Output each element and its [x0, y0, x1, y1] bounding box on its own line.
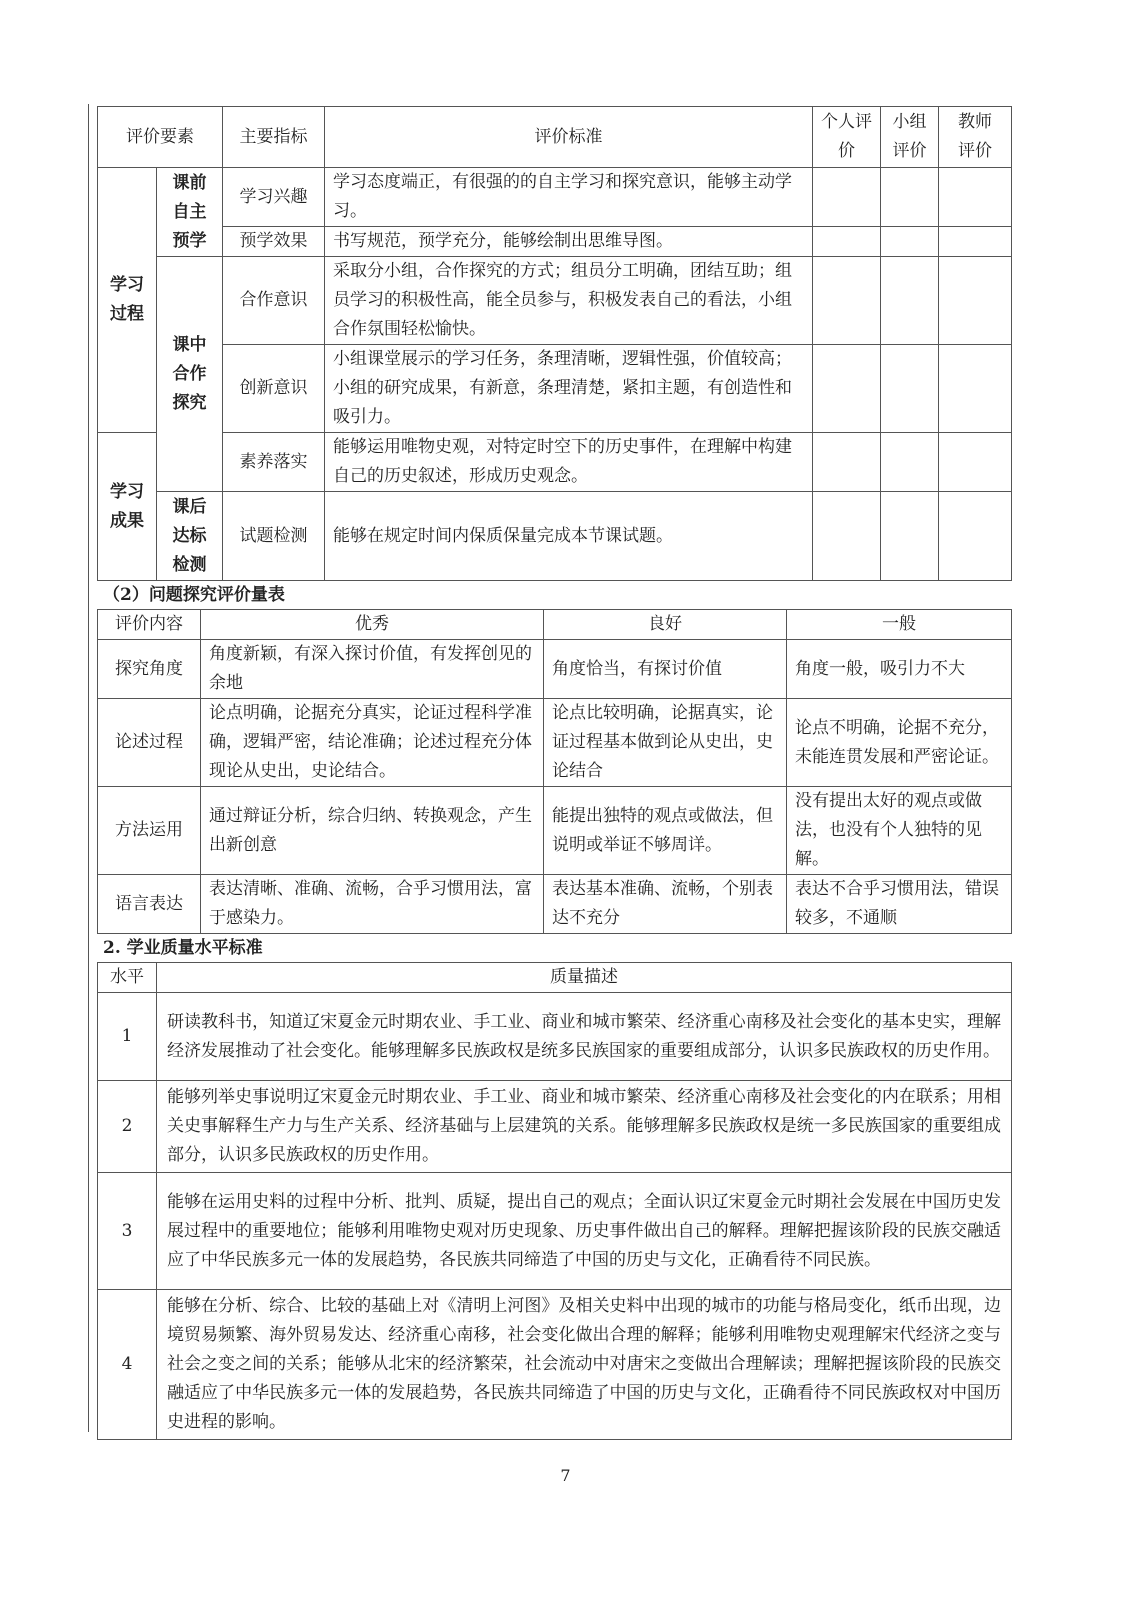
group-eval-cell[interactable] — [881, 168, 939, 227]
description: 能够在分析、综合、比较的基础上对《清明上河图》及相关史料中出现的城市的功能与格局变化，纸币出现，边境贸易频繁、海外贸易发达、经济重心南移，社会变化做出合理的解释；能够利用唯物史观理解宋代经济之变与社会之变之间的关系；能够从北宋的经济繁荣，社会流动中对唐宋之变做出合理解读；理解把握该阶段的民族交融适应了中华民族多元一体的发展趋势，各民族共同缔造了中国的历史与文化，正确看待不同民族政权对中国历史进程的影响。 — [157, 1290, 1012, 1440]
level: 1 — [98, 993, 157, 1081]
good-cell: 能提出独特的观点或做法，但说明或举证不够周详。 — [544, 787, 787, 875]
group-eval-cell[interactable] — [881, 227, 939, 257]
table-row — [98, 787, 1012, 875]
standard: 小组课堂展示的学习任务，条理清晰，逻辑性强，价值较高；小组的研究成果，有新意，条理清楚，紧扣主题，有创造性和吸引力。 — [325, 345, 813, 433]
group-eval-cell[interactable] — [881, 345, 939, 433]
standard: 能够在规定时间内保质保量完成本节课试题。 — [325, 492, 813, 581]
table-header-row — [98, 963, 1012, 993]
group-learning-process: 学习过程 — [98, 168, 157, 433]
table-row — [98, 257, 1012, 345]
header-description: 质量描述 — [157, 963, 1012, 993]
header-standard: 评价标准 — [325, 107, 813, 168]
table-row — [98, 875, 1012, 934]
group-eval-cell[interactable] — [881, 492, 939, 581]
group-eval-cell[interactable] — [881, 433, 939, 492]
teacher-eval-cell[interactable] — [939, 168, 1012, 227]
excellent-cell: 通过辩证分析，综合归纳、转换观念，产生出新创意 — [201, 787, 544, 875]
inquiry-evaluation-table — [97, 609, 1012, 934]
standard: 能够运用唯物史观，对特定时空下的历史事件，在理解中构建自己的历史叙述，形成历史观念。 — [325, 433, 813, 492]
header-content: 评价内容 — [98, 610, 201, 640]
header-level: 水平 — [98, 963, 157, 993]
table-row — [98, 168, 1012, 227]
group-eval-cell[interactable] — [881, 257, 939, 345]
standard: 书写规范，预学充分，能够绘制出思维导图。 — [325, 227, 813, 257]
teacher-eval-cell[interactable] — [939, 227, 1012, 257]
header-excellent: 优秀 — [201, 610, 544, 640]
good-cell: 表达基本准确、流畅，个别表达不充分 — [544, 875, 787, 934]
teacher-eval-cell[interactable] — [939, 492, 1012, 581]
table-row — [98, 699, 1012, 787]
table-row — [98, 1290, 1012, 1440]
description: 能够在运用史料的过程中分析、批判、质疑，提出自己的观点；全面认识辽宋夏金元时期社会发展在中国历史发展过程中的重要地位；能够利用唯物史观对历史现象、历史事件做出自己的解释。理解把握该阶段的民族交融适应了中华民族多元一体的发展趋势，各民族共同缔造了中国的历史与文化，正确看待不同民族。 — [157, 1173, 1012, 1290]
table-row — [98, 492, 1012, 581]
table-row — [98, 433, 1012, 492]
table-row — [98, 640, 1012, 699]
header-fair: 一般 — [787, 610, 1012, 640]
document-page — [97, 106, 1011, 1440]
excellent-cell: 论点明确，论据充分真实，论证过程科学准确，逻辑严密，结论准确；论述过程充分体现论从史出，史论结合。 — [201, 699, 544, 787]
quality-level-table — [97, 962, 1012, 1440]
level: 4 — [98, 1290, 157, 1440]
table-header-row — [98, 610, 1012, 640]
section-title-inquiry: （2）问题探究评价量表 — [103, 585, 285, 605]
table-row — [98, 345, 1012, 433]
group-pre-class: 课前自主预学 — [157, 168, 223, 257]
fair-cell: 没有提出太好的观点或做法，也没有个人独特的见解。 — [787, 787, 1012, 875]
fair-cell: 论点不明确，论据不充分，未能连贯发展和严密论证。 — [787, 699, 1012, 787]
indicator: 创新意识 — [223, 345, 325, 433]
header-element: 评价要素 — [98, 107, 223, 168]
table-header-row — [98, 107, 1012, 168]
description: 能够列举史事说明辽宋夏金元时期农业、手工业、商业和城市繁荣、经济重心南移及社会变化的内在联系；用相关史事解释生产力与生产关系、经济基础与上层建筑的关系。能够理解多民族政权是统一多民族国家的重要组成部分，认识多民族政权的历史作用。 — [157, 1081, 1012, 1173]
item: 论述过程 — [98, 699, 201, 787]
group-in-class: 课中合作探究 — [157, 257, 223, 492]
table-row — [98, 227, 1012, 257]
self-eval-cell[interactable] — [813, 257, 881, 345]
self-eval-cell[interactable] — [813, 168, 881, 227]
self-eval-cell[interactable] — [813, 227, 881, 257]
fair-cell: 表达不合乎习惯用法，错误较多，不通顺 — [787, 875, 1012, 934]
header-group-eval: 小组评价 — [881, 107, 939, 168]
header-indicator: 主要指标 — [223, 107, 325, 168]
description: 研读教科书，知道辽宋夏金元时期农业、手工业、商业和城市繁荣、经济重心南移及社会变化的基本史实，理解经济发展推动了社会变化。能够理解多民族政权是统多民族国家的重要组成部分，认识多民族政权的历史作用。 — [157, 993, 1012, 1081]
self-eval-cell[interactable] — [813, 433, 881, 492]
good-cell: 角度恰当，有探讨价值 — [544, 640, 787, 699]
header-self-eval: 个人评价 — [813, 107, 881, 168]
page-number: 7 — [560, 1466, 571, 1485]
good-cell: 论点比较明确，论据真实，论证过程基本做到论从史出，史论结合 — [544, 699, 787, 787]
item: 探究角度 — [98, 640, 201, 699]
indicator: 试题检测 — [223, 492, 325, 581]
learning-evaluation-table — [97, 106, 1012, 581]
level: 2 — [98, 1081, 157, 1173]
table-row — [98, 1173, 1012, 1290]
level: 3 — [98, 1173, 157, 1290]
table-row — [98, 1081, 1012, 1173]
indicator: 预学效果 — [223, 227, 325, 257]
group-learning-outcome: 学习成果 — [98, 433, 157, 581]
teacher-eval-cell[interactable] — [939, 433, 1012, 492]
excellent-cell: 角度新颖，有深入探讨价值，有发挥创见的余地 — [201, 640, 544, 699]
section-title-quality: 2. 学业质量水平标准 — [103, 938, 263, 958]
standard: 学习态度端正，有很强的的自主学习和探究意识，能够主动学习。 — [325, 168, 813, 227]
standard: 采取分小组，合作探究的方式；组员分工明确，团结互助；组员学习的积极性高，能全员参与，积极发表自己的看法，小组合作氛围轻松愉快。 — [325, 257, 813, 345]
header-good: 良好 — [544, 610, 787, 640]
self-eval-cell[interactable] — [813, 492, 881, 581]
page-edge-line — [88, 104, 89, 1432]
teacher-eval-cell[interactable] — [939, 345, 1012, 433]
table-row — [98, 993, 1012, 1081]
self-eval-cell[interactable] — [813, 345, 881, 433]
excellent-cell: 表达清晰、准确、流畅，合乎习惯用法，富于感染力。 — [201, 875, 544, 934]
item: 语言表达 — [98, 875, 201, 934]
indicator: 学习兴趣 — [223, 168, 325, 227]
header-teacher-eval: 教师评价 — [939, 107, 1012, 168]
fair-cell: 角度一般，吸引力不大 — [787, 640, 1012, 699]
indicator: 合作意识 — [223, 257, 325, 345]
group-after-class: 课后达标检测 — [157, 492, 223, 581]
teacher-eval-cell[interactable] — [939, 257, 1012, 345]
item: 方法运用 — [98, 787, 201, 875]
indicator: 素养落实 — [223, 433, 325, 492]
